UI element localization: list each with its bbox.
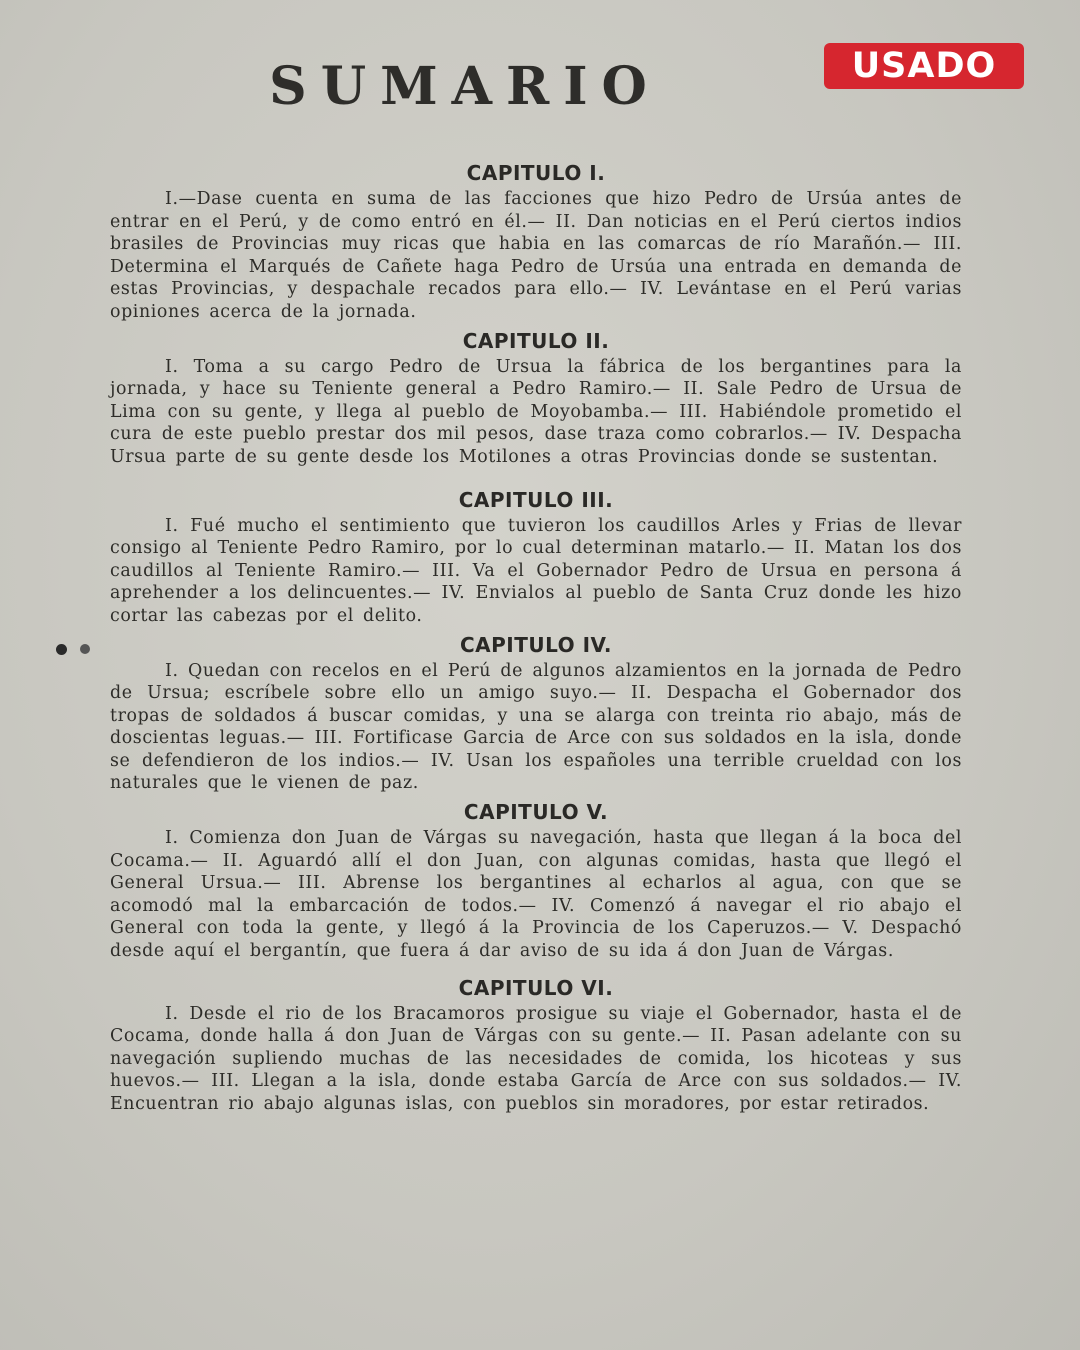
- dot-mark: [56, 644, 67, 655]
- chapter-section: [110, 485, 962, 628]
- chapter-heading: CAPITULO III.: [458, 487, 614, 512]
- margin-dots: [56, 644, 96, 656]
- chapter-summary: I. Toma a su cargo Pedro de Ursua la fábrica de los bergantines para la jornada, y hace su Teniente general a Pedro Ramiro.— II. Sale Pedro de Ursua de Lima con su gente, y llega al pueblo de Moyobamba.— III. Habiéndole prometido el cura de este pueblo prestar dos mil pesos, dase traza como cobrarlos.— IV. Despacha Ursua parte de su gente desde los Motilones a otras Provincias donde se sustentan.: [110, 356, 962, 467]
- chapter-summary: I.—Dase cuenta en suma de las facciones que hizo Pedro de Ursúa antes de entrar en el Perú, y de como entró en él.— II. Dan noticias en el Perú ciertos indios brasiles de Provincias muy ricas que habia en las comarcas de río Marañón.— III. Determina el Marqués de Cañete haga Pedro de Ursúa una entrada en demanda de estas Provincias, y despachale recados para ello.— IV. Levántase en el Perú varias opiniones acerca de la jornada.: [110, 189, 962, 322]
- used-badge: USADO: [824, 43, 1024, 89]
- chapter-summary: I. Comienza don Juan de Várgas su navegación, hasta que llegan á la boca del Cocama.— II. Aguardó allí el don Juan, con algunas comidas, hasta que llegó el General Ursua.— III. Abrense los bergantines al echarlos al agua, con que se acomodó mal la embarcación de todos.— IV. Comenzó á navegar el rio abajo el General con toda la gente, y llegó á la Provincia de los Caperuzos.— V. Despachó desde aquí el bergantín, que fuera á dar aviso de su ida á don Juan de Várgas.: [110, 828, 962, 962]
- chapter-summary: I. Fué mucho el sentimiento que tuvieron los caudillos Arles y Frias de llevar consigo al Teniente Pedro Ramiro, por lo cual determinan matarlo.— II. Matan los dos caudillos al Teniente Ramiro.— III. Va el Gobernador Pedro de Ursua en persona á aprehender a los delincuentes.— IV. Envialos al pueblo de Santa Cruz donde les hizo cortar las cabezas por el delito.: [110, 515, 962, 626]
- page-title-text: SUMARIO: [269, 56, 661, 117]
- page-title: [0, 56, 1080, 117]
- chapter-summary: I. Desde el rio de los Bracamoros prosigue su viaje el Gobernador, hasta el de Cocama, donde halla á don Juan de Várgas con su gente.— II. Pasan adelante con su navegación supliendo muchas de las necesidades de comida, los hicoteas y sus huevos.— III. Llegan a la isla, donde estaba García de Arce con sus soldados.— IV. Encuentran rio abajo algunas islas, con pueblos sin moradores, por estar retirados.: [110, 1003, 962, 1114]
- chapter-section: [110, 630, 962, 796]
- chapter-section: [110, 973, 962, 1116]
- chapter-heading: CAPITULO I.: [466, 161, 606, 185]
- chapter-section: [110, 158, 962, 324]
- chapter-summary: I. Quedan con recelos en el Perú de algunos alzamientos en la jornada de Pedro de Ursua; escríbele sobre ello un amigo suyo.— II. Despacha el Gobernador dos tropas de soldados á buscar comidas, y una se alarga con treinta rio abajo, más de doscientas leguas.— III. Fortificase Garcia de Arce con sus soldados en la isla, donde se defendieron de los indios.— IV. Usan los españoles una terrible crueldad con los naturales que le vienen de paz.: [110, 660, 962, 794]
- summary-content: [110, 158, 962, 1118]
- chapter-heading: CAPITULO VI.: [458, 975, 614, 1000]
- chapter-heading: CAPITULO V.: [463, 800, 609, 825]
- dot-mark: [80, 644, 90, 654]
- chapter-section: [110, 797, 962, 963]
- chapter-heading: CAPITULO IV.: [459, 632, 613, 657]
- chapter-heading: CAPITULO II.: [462, 328, 610, 353]
- chapter-section: [110, 326, 962, 469]
